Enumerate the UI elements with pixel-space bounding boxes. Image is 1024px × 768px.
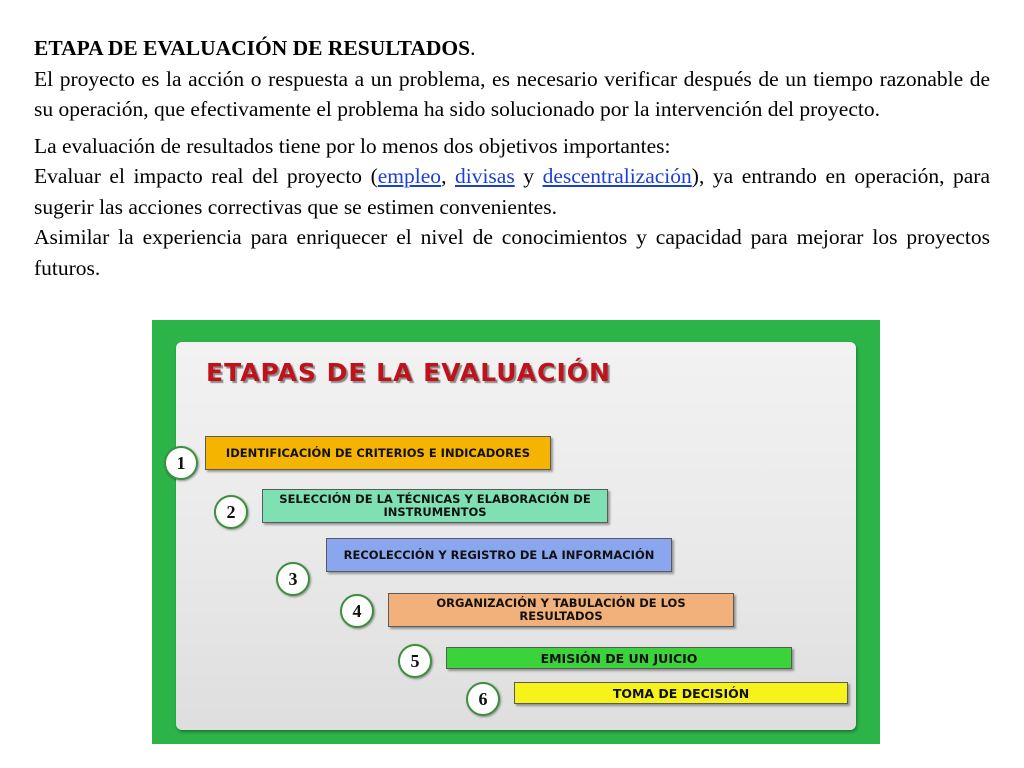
paragraph-3 [34, 161, 990, 222]
step-box-2: SELECCIÓN DE LA TÉCNICAS Y ELABORACIÓN DE INSTRUMENTOS [262, 489, 608, 523]
link-empleo[interactable]: empleo [377, 164, 442, 188]
heading-period: . [470, 36, 476, 60]
paragraph-2: La evaluación de resultados tiene por lo menos dos objetivos importantes: [34, 133, 671, 158]
paragraph-4: Asimilar la experiencia para enriquecer el nivel de conocimientos y capacidad para mejorar los proyectos futuros. [34, 225, 990, 280]
figure-panel [176, 342, 856, 730]
paragraph-3-sep2: y [514, 164, 543, 188]
step-box-4: ORGANIZACIÓN Y TABULACIÓN DE LOS RESULTADOS [388, 593, 734, 627]
step-number-5: 5 [398, 644, 432, 678]
link-divisas[interactable]: divisas [454, 164, 515, 188]
step-box-1: IDENTIFICACIÓN DE CRITERIOS E INDICADORES [205, 436, 551, 470]
step-number-1: 1 [164, 446, 198, 480]
evaluation-stages-figure [152, 320, 880, 744]
document-text [34, 33, 990, 283]
step-number-6: 6 [466, 682, 500, 716]
step-box-5: EMISIÓN DE UN JUICIO [446, 647, 792, 669]
figure-title: ETAPAS DE LA EVALUACIÓN [206, 358, 611, 387]
paragraph-1: El proyecto es la acción o respuesta a un problema, es necesario verificar después de un tiempo razonable de su operación, que efectivamente el problema ha sido solucionado por la intervención del proyecto. [34, 66, 990, 121]
step-box-3: RECOLECCIÓN Y REGISTRO DE LA INFORMACIÓN [326, 538, 672, 572]
document-heading-line [34, 33, 990, 64]
step-number-3: 3 [276, 562, 310, 596]
step-box-6: TOMA DE DECISIÓN [514, 682, 848, 704]
paragraph-3-before: Evaluar el impacto real del proyecto ( [34, 164, 378, 188]
paragraph-3-after: ), ya entrando en operación, para sugerir las acciones correctivas que se estimen convenientes. [34, 164, 990, 219]
document-heading: ETAPA DE EVALUACIÓN DE RESULTADOS [34, 36, 471, 60]
link-descentralizacion[interactable]: descentralización [542, 164, 692, 188]
step-number-4: 4 [340, 594, 374, 628]
paragraph-3-sep1: , [441, 164, 455, 188]
step-number-2: 2 [214, 495, 248, 529]
